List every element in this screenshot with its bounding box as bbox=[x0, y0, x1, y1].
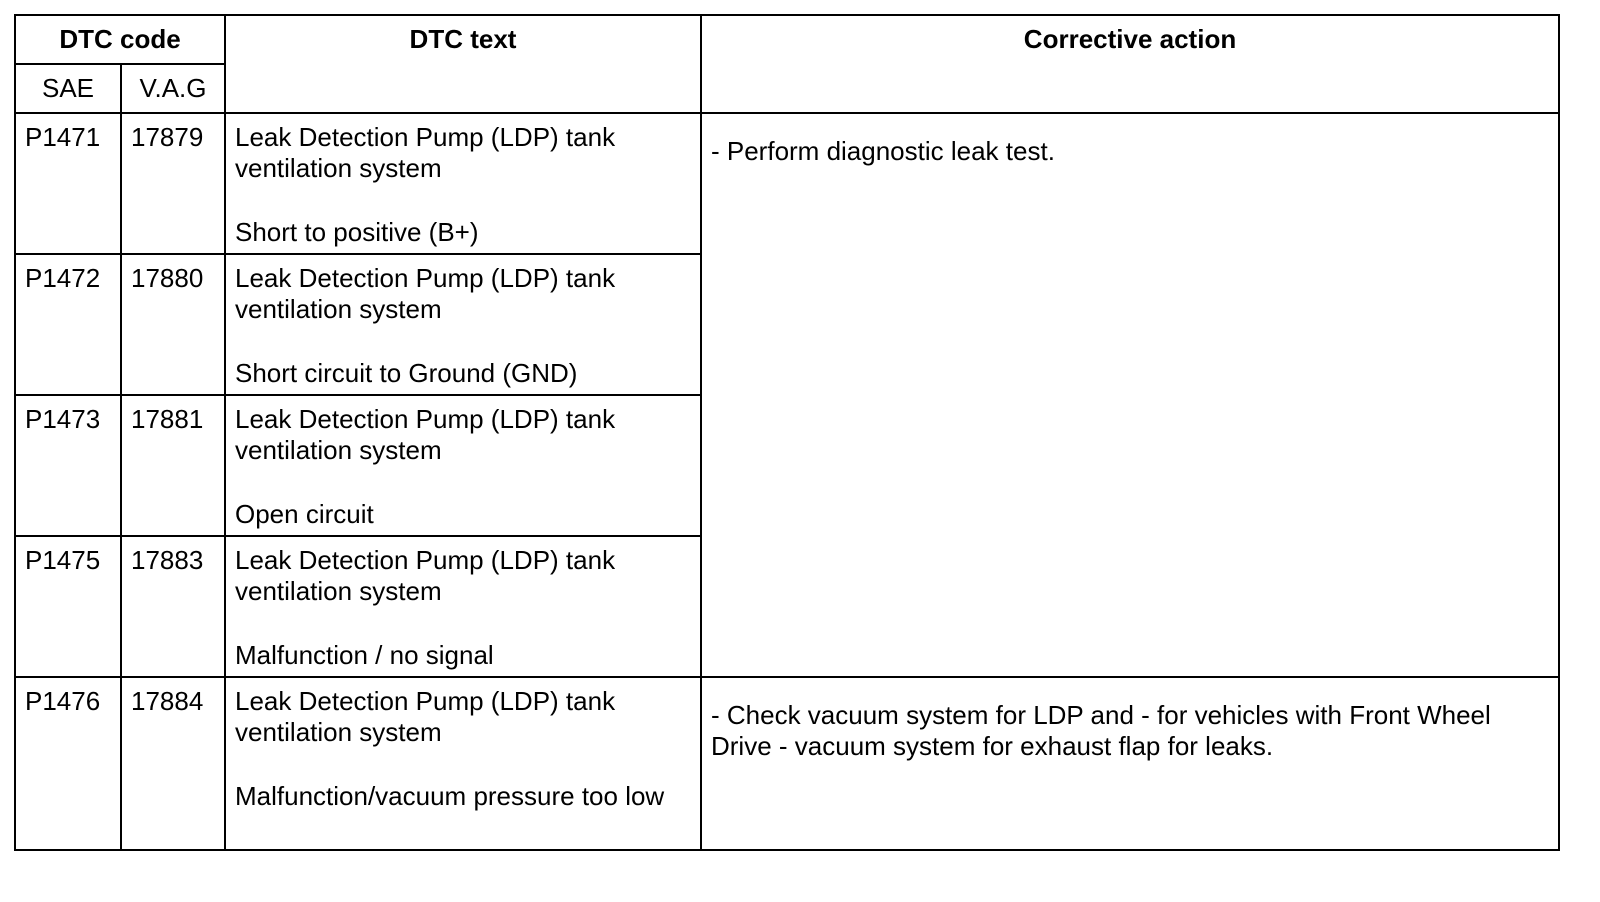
cell-sae: P1476 bbox=[15, 677, 121, 850]
dtc-text: Leak Detection Pump (LDP) tank ventilation system bbox=[235, 263, 616, 324]
subheader-sae: SAE bbox=[15, 64, 121, 113]
cell-vag: 17883 bbox=[121, 536, 225, 677]
cell-sae: P1471 bbox=[15, 113, 121, 254]
cell-sae: P1475 bbox=[15, 536, 121, 677]
header-dtc-code: DTC code bbox=[15, 15, 225, 64]
dtc-text: Leak Detection Pump (LDP) tank ventilation system bbox=[235, 122, 616, 183]
cell-dtc-text bbox=[225, 113, 701, 254]
corrective-action-text: - Check vacuum system for LDP and - for vehicles with Front Wheel Drive - vacuum system for exhaust flap for leaks. bbox=[711, 700, 1491, 761]
cell-dtc-text bbox=[225, 677, 701, 850]
table-row bbox=[15, 677, 1559, 850]
dtc-detail: Open circuit bbox=[235, 499, 374, 529]
cell-corrective-action bbox=[701, 677, 1559, 850]
dtc-detail: Malfunction / no signal bbox=[235, 640, 494, 670]
cell-corrective-action bbox=[701, 113, 1559, 677]
cell-vag: 17880 bbox=[121, 254, 225, 395]
dtc-table bbox=[14, 14, 1560, 851]
cell-dtc-text bbox=[225, 536, 701, 677]
corrective-action-text: - Perform diagnostic leak test. bbox=[711, 136, 1055, 166]
cell-dtc-text bbox=[225, 395, 701, 536]
dtc-detail: Short to positive (B+) bbox=[235, 217, 479, 247]
table-header-row bbox=[15, 15, 1559, 64]
subheader-vag: V.A.G bbox=[121, 64, 225, 113]
dtc-detail: Malfunction/vacuum pressure too low bbox=[235, 781, 665, 811]
cell-sae: P1473 bbox=[15, 395, 121, 536]
cell-dtc-text bbox=[225, 254, 701, 395]
dtc-text: Leak Detection Pump (LDP) tank ventilation system bbox=[235, 686, 616, 747]
cell-vag: 17884 bbox=[121, 677, 225, 850]
dtc-detail: Short circuit to Ground (GND) bbox=[235, 358, 578, 388]
header-corrective-action: Corrective action bbox=[701, 15, 1559, 113]
table-row bbox=[15, 113, 1559, 254]
cell-sae: P1472 bbox=[15, 254, 121, 395]
cell-vag: 17879 bbox=[121, 113, 225, 254]
dtc-text: Leak Detection Pump (LDP) tank ventilation system bbox=[235, 404, 616, 465]
dtc-text: Leak Detection Pump (LDP) tank ventilation system bbox=[235, 545, 616, 606]
header-dtc-text: DTC text bbox=[225, 15, 701, 113]
cell-vag: 17881 bbox=[121, 395, 225, 536]
